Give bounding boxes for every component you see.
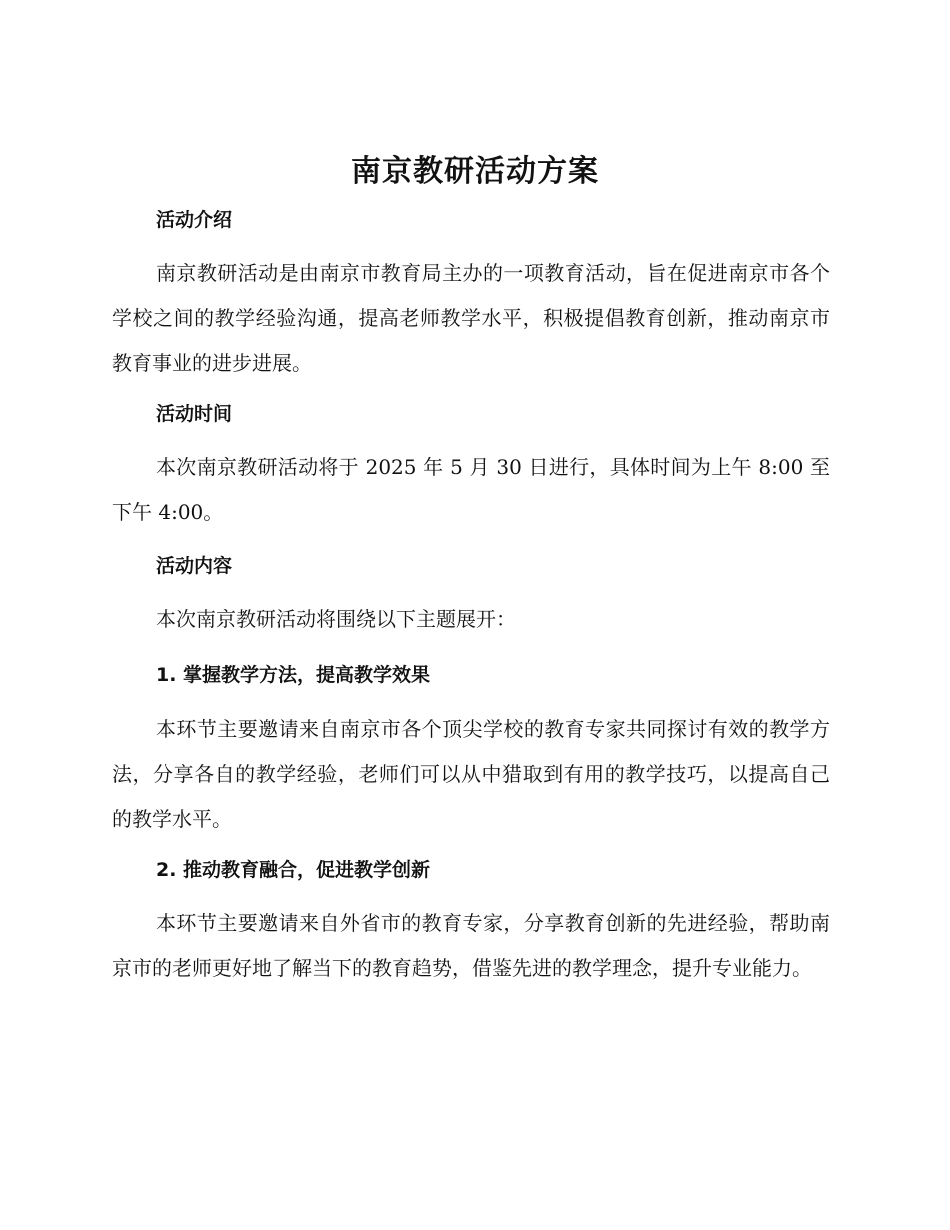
section-heading-intro: 活动介绍 [156,209,233,231]
section-paragraph-content: 本次南京教研活动将围绕以下主题展开： [156,607,516,631]
subsection-heading-2: 2. 推动教育融合，促进教学创新 [156,859,431,881]
section-paragraph-time: 本次南京教研活动将于 2025 年 5 月 30 日进行，具体时间为上午 8:00 至下午 4:00。 [112,455,830,524]
section-heading-content: 活动内容 [156,555,233,577]
subsection-paragraph-1: 本环节主要邀请来自南京市各个顶尖学校的教育专家共同探讨有效的教学方法，分享各自的教学经验，老师们可以从中猎取到有用的教学技巧，以提高自己的教学水平。 [112,717,830,831]
document-title: 南京教研活动方案 [351,154,599,189]
subsection-paragraph-2: 本环节主要邀请来自外省市的教育专家，分享教育创新的先进经验，帮助南京市的老师更好地了解当下的教育趋势，借鉴先进的教学理念，提升专业能力。 [112,911,830,980]
section-heading-time: 活动时间 [156,403,233,425]
section-paragraph-intro: 南京教研活动是由南京市教育局主办的一项教育活动，旨在促进南京市各个学校之间的教学经验沟通，提高老师教学水平，积极提倡教育创新，推动南京市教育事业的进步进展。 [112,261,830,375]
subsection-heading-1: 1. 掌握教学方法，提高教学效果 [156,664,431,686]
